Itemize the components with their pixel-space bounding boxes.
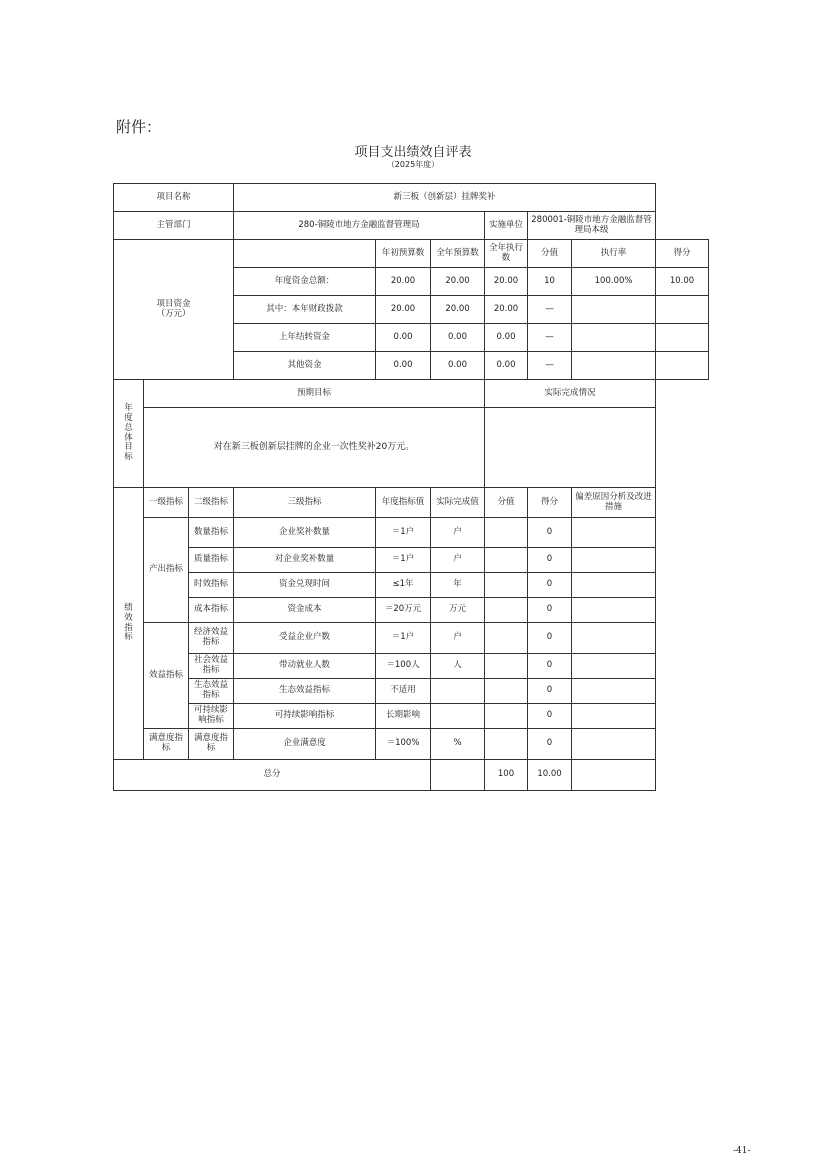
ind-header-level3: 三级指标 (234, 488, 376, 518)
weight-cell (485, 598, 528, 623)
ind-header-level2: 二级指标 (189, 488, 234, 518)
form-title: 项目支出绩效自评表 (354, 145, 472, 160)
weight-cell (485, 729, 528, 760)
funds-cell: 10 (528, 268, 572, 296)
weight-cell (485, 573, 528, 598)
target-cell: ≤1年 (376, 573, 431, 598)
funds-cell (656, 324, 709, 352)
attachment-label: 附件： (116, 118, 162, 136)
dept-value: 280-铜陵市地方金融监督管理局 (234, 212, 485, 240)
funds-row-label: 上年结转资金 (234, 324, 376, 352)
score-cell: 0 (528, 654, 572, 679)
level3-cell: 对企业奖补数量 (234, 548, 376, 573)
ind-header-actual: 实际完成值 (431, 488, 485, 518)
total-reason-blank (572, 760, 656, 791)
performance-table (113, 183, 709, 791)
funds-cell: 0.00 (431, 324, 485, 352)
funds-header-weight: 分值 (528, 240, 572, 268)
target-cell: ＝20万元 (376, 598, 431, 623)
reason-cell (572, 598, 656, 623)
weight-cell (485, 704, 528, 729)
unit-value: 280001-铜陵市地方金融监督管理局本级 (528, 212, 656, 240)
funds-header-blank (234, 240, 376, 268)
unit-label: 实施单位 (485, 212, 528, 240)
funds-cell (572, 352, 656, 380)
level2-cell: 经济效益指标 (189, 623, 234, 654)
level1-satisfaction: 满意度指标 (144, 729, 189, 760)
total-score: 10.00 (528, 760, 572, 791)
project-name: 新三板（创新层）挂牌奖补 (234, 184, 656, 212)
level3-cell: 资金兑现时间 (234, 573, 376, 598)
actual-cell (431, 704, 485, 729)
target-cell: ＝100人 (376, 654, 431, 679)
score-cell: 0 (528, 573, 572, 598)
score-cell: 0 (528, 704, 572, 729)
funds-header-score: 得分 (656, 240, 709, 268)
funds-cell: 20.00 (485, 268, 528, 296)
level2-cell: 数量指标 (189, 518, 234, 548)
expected-goal-header: 预期目标 (144, 380, 485, 408)
funds-cell: 20.00 (376, 296, 431, 324)
funds-cell (572, 296, 656, 324)
funds-cell: 20.00 (431, 268, 485, 296)
total-weight: 100 (485, 760, 528, 791)
weight-cell (485, 623, 528, 654)
reason-cell (572, 518, 656, 548)
reason-cell (572, 704, 656, 729)
target-cell: ＝1户 (376, 518, 431, 548)
funds-header-annual: 全年预算数 (431, 240, 485, 268)
target-cell: ＝100% (376, 729, 431, 760)
reason-cell (572, 573, 656, 598)
total-actual-blank (431, 760, 485, 791)
score-cell: 0 (528, 679, 572, 704)
level2-cell: 满意度指标 (189, 729, 234, 760)
level2-cell: 成本指标 (189, 598, 234, 623)
weight-cell (485, 518, 528, 548)
level2-cell: 时效指标 (189, 573, 234, 598)
funds-cell (656, 296, 709, 324)
funds-cell: — (528, 352, 572, 380)
funds-cell: 0.00 (376, 352, 431, 380)
funds-cell: 0.00 (485, 352, 528, 380)
level3-cell: 带动就业人数 (234, 654, 376, 679)
target-cell: 长期影响 (376, 704, 431, 729)
funds-cell: — (528, 324, 572, 352)
reason-cell (572, 548, 656, 573)
actual-completion-header: 实际完成情况 (485, 380, 656, 408)
funds-cell: — (528, 296, 572, 324)
level3-cell: 可持续影响指标 (234, 704, 376, 729)
page-number: -41- (733, 1146, 751, 1156)
dept-label: 主管部门 (114, 212, 234, 240)
total-label: 总分 (114, 760, 431, 791)
level3-cell: 企业奖补数量 (234, 518, 376, 548)
level2-cell: 质量指标 (189, 548, 234, 573)
ind-header-weight: 分值 (485, 488, 528, 518)
level2-cell: 社会效益指标 (189, 654, 234, 679)
level3-cell: 生态效益指标 (234, 679, 376, 704)
target-cell: ＝1户 (376, 623, 431, 654)
reason-cell (572, 654, 656, 679)
level3-cell: 企业满意度 (234, 729, 376, 760)
target-cell: ＝1户 (376, 548, 431, 573)
reason-cell (572, 729, 656, 760)
funds-cell (656, 352, 709, 380)
funds-row-label: 其他资金 (234, 352, 376, 380)
actual-cell: 户 (431, 518, 485, 548)
actual-cell: 户 (431, 623, 485, 654)
funds-row-label: 其中：本年财政拨款 (234, 296, 376, 324)
funds-cell (572, 324, 656, 352)
ind-header-level1: 一级指标 (144, 488, 189, 518)
ind-header-score: 得分 (528, 488, 572, 518)
score-cell: 0 (528, 598, 572, 623)
funds-cell: 20.00 (485, 296, 528, 324)
project-name-label: 项目名称 (114, 184, 234, 212)
score-cell: 0 (528, 623, 572, 654)
funds-cell: 100.00% (572, 268, 656, 296)
funds-cell: 0.00 (485, 324, 528, 352)
form-year: （2025年度） (386, 160, 440, 169)
reason-cell (572, 679, 656, 704)
level1-output: 产出指标 (144, 518, 189, 623)
score-cell: 0 (528, 518, 572, 548)
funds-cell: 0.00 (376, 324, 431, 352)
expected-goal-text: 对在新三板创新层挂牌的企业一次性奖补20万元。 (144, 408, 485, 488)
funds-cell: 20.00 (431, 296, 485, 324)
goals-label: 年 度 总 体 目 标 (114, 380, 144, 488)
weight-cell (485, 654, 528, 679)
actual-completion-text (485, 408, 656, 488)
level2-cell: 可持续影响指标 (189, 704, 234, 729)
level3-cell: 受益企业户数 (234, 623, 376, 654)
funds-header-initial: 年初预算数 (376, 240, 431, 268)
funds-cell: 0.00 (431, 352, 485, 380)
level3-cell: 资金成本 (234, 598, 376, 623)
funds-cell: 10.00 (656, 268, 709, 296)
ind-header-reason: 偏差原因分析及改进措施 (572, 488, 656, 518)
actual-cell: 户 (431, 548, 485, 573)
funds-cell: 20.00 (376, 268, 431, 296)
target-cell: 不适用 (376, 679, 431, 704)
level2-cell: 生态效益指标 (189, 679, 234, 704)
ind-header-target: 年度指标值 (376, 488, 431, 518)
actual-cell: 年 (431, 573, 485, 598)
weight-cell (485, 548, 528, 573)
weight-cell (485, 679, 528, 704)
actual-cell (431, 679, 485, 704)
funds-header-executed: 全年执行数 (485, 240, 528, 268)
actual-cell: % (431, 729, 485, 760)
indicators-label: 绩 效 指 标 (114, 488, 144, 760)
actual-cell: 万元 (431, 598, 485, 623)
actual-cell: 人 (431, 654, 485, 679)
funds-header-rate: 执行率 (572, 240, 656, 268)
score-cell: 0 (528, 548, 572, 573)
funds-row-label: 年度资金总额： (234, 268, 376, 296)
level1-benefit: 效益指标 (144, 623, 189, 729)
funds-label: 项目资金 （万元） (114, 240, 234, 380)
score-cell: 0 (528, 729, 572, 760)
reason-cell (572, 623, 656, 654)
